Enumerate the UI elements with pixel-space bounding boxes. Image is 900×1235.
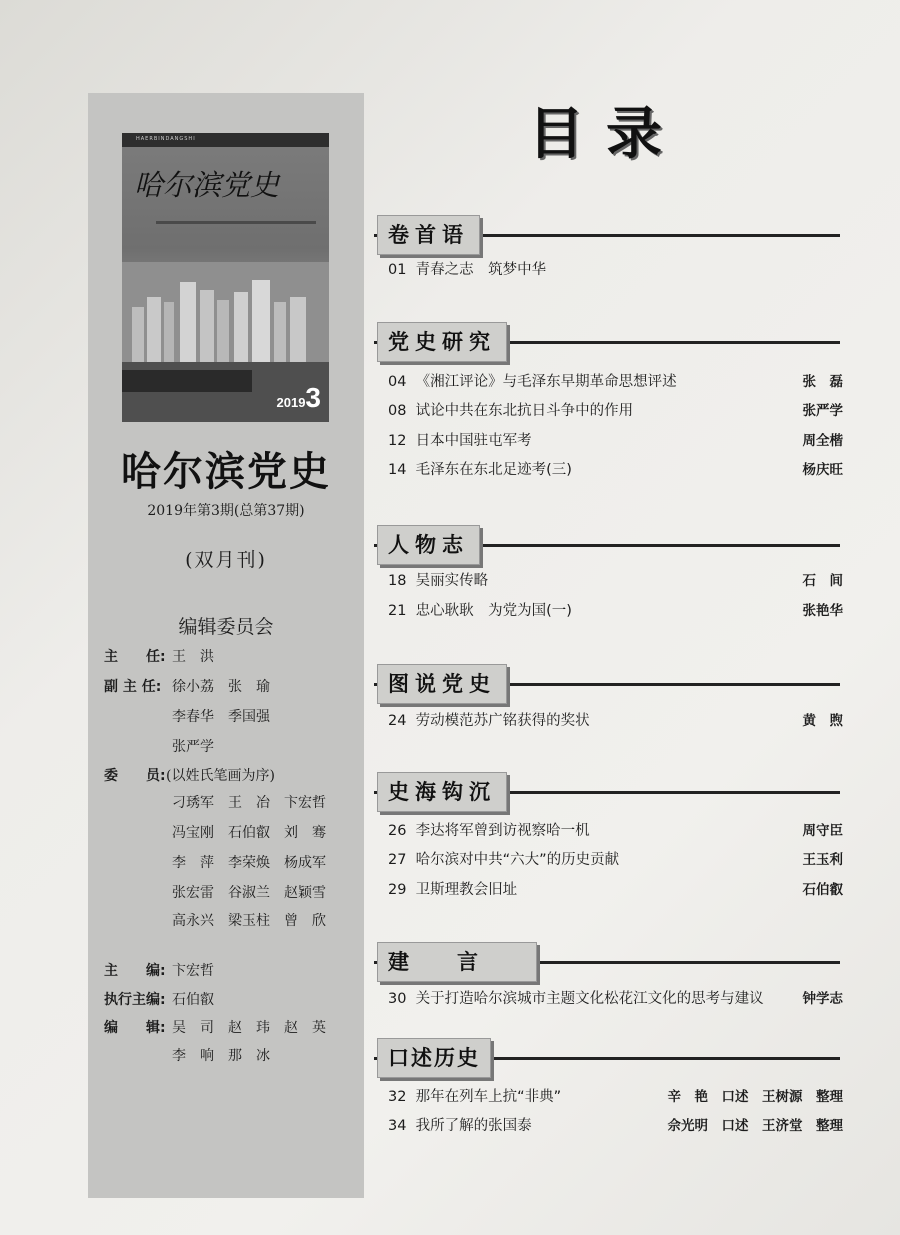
- cover-issue-number: 3: [305, 382, 321, 413]
- role-names: 高永兴 梁玉柱 曾 欣: [172, 913, 326, 929]
- section-label: 图说党史: [377, 664, 507, 704]
- toc-title: 目录: [528, 102, 684, 167]
- section-header: [374, 525, 840, 557]
- entry-page: 32: [388, 1089, 407, 1105]
- entry-page: 14: [388, 462, 407, 478]
- entry-title: 关于打造哈尔滨城市主题文化松花江文化的思考与建议: [415, 991, 764, 1007]
- entry-page: 04: [388, 374, 407, 390]
- entry-author: 张严学: [802, 403, 843, 419]
- role-names: 吴 司 赵 玮 赵 英: [172, 1020, 326, 1036]
- entry-title: 卫斯理教会旧址: [415, 882, 518, 898]
- toc-entry[interactable]: [388, 988, 843, 1010]
- entry-author: 周守臣: [802, 823, 843, 839]
- role-names: 王 洪: [172, 649, 214, 665]
- entry-page: 18: [388, 573, 407, 589]
- role-names: 石伯叡: [172, 992, 214, 1008]
- entry-title: 青春之志 筑梦中华: [415, 262, 547, 278]
- entry-title: 哈尔滨对中共“六大”的历史贡献: [415, 852, 620, 868]
- toc-entry[interactable]: [388, 1115, 843, 1137]
- toc-entry[interactable]: [388, 570, 843, 592]
- entry-page: 26: [388, 823, 407, 839]
- section-label: 建言: [377, 942, 537, 982]
- cover-subtitle-bar: [156, 221, 316, 224]
- role-label: 编 辑:: [104, 1020, 166, 1036]
- cover-image: [122, 133, 329, 422]
- role-names: 李 萍 李荣焕 杨成军: [172, 855, 326, 871]
- entry-author: 周全楷: [802, 433, 843, 449]
- role-names: 卞宏哲: [172, 963, 214, 979]
- entry-author: 佘光明 口述 王济堂 整理: [667, 1118, 843, 1134]
- entry-title: 我所了解的张国泰: [415, 1118, 532, 1134]
- entry-page: 30: [388, 991, 407, 1007]
- role-label: 副 主 任:: [104, 679, 162, 695]
- entry-title: 日本中国驻屯军考: [415, 433, 532, 449]
- role-label: 委 员:: [104, 768, 166, 784]
- role-label: 主 编:: [104, 963, 166, 979]
- role-label: 执行主编:: [104, 992, 166, 1008]
- role-label: 主 任:: [104, 649, 166, 665]
- section-label: 口述历史: [377, 1038, 491, 1078]
- section-header: [374, 322, 840, 354]
- issue-line: 2019年第3期(总第37期): [147, 503, 305, 519]
- toc-entry[interactable]: [388, 371, 843, 393]
- entry-author: 黄 煦: [802, 713, 843, 729]
- role-names: 冯宝刚 石伯叡 刘 骞: [172, 825, 326, 841]
- entry-title: 那年在列车上抗“非典”: [415, 1089, 562, 1105]
- toc-entry[interactable]: [388, 400, 843, 422]
- entry-title: 试论中共在东北抗日斗争中的作用: [415, 403, 634, 419]
- entry-page: 24: [388, 713, 407, 729]
- entry-page: 01: [388, 262, 407, 278]
- entry-author: 张 磊: [802, 374, 843, 390]
- cover-issue-mark: [277, 382, 322, 414]
- toc-entry[interactable]: [388, 459, 843, 481]
- entry-author: 石 间: [802, 573, 843, 589]
- toc-entry[interactable]: [388, 430, 843, 452]
- toc-entry[interactable]: [388, 710, 843, 732]
- section-header: [374, 664, 840, 696]
- entry-page: 34: [388, 1118, 407, 1134]
- entry-author: 钟学志: [802, 991, 843, 1007]
- entry-page: 29: [388, 882, 407, 898]
- section-header: [374, 772, 840, 804]
- role-names: 刁琇军 王 冶 卞宏哲: [172, 795, 326, 811]
- entry-author: 王玉利: [802, 852, 843, 868]
- section-label: 人物志: [377, 525, 480, 565]
- entry-title: 毛泽东在东北足迹考(三): [415, 462, 572, 478]
- role-names: 李 响 那 冰: [172, 1048, 270, 1064]
- entry-title: 吴丽实传略: [415, 573, 489, 589]
- role-names: 李春华 季国强: [172, 709, 270, 725]
- entry-page: 12: [388, 433, 407, 449]
- role-names: (以姓氏笔画为序): [166, 768, 275, 784]
- magazine-title: 哈尔滨党史: [121, 449, 331, 495]
- section-header: [374, 942, 840, 974]
- section-label: 史海钩沉: [377, 772, 507, 812]
- entry-page: 27: [388, 852, 407, 868]
- frequency-label: (双月刊): [185, 549, 267, 571]
- cover-small-header: HAERBINDANGSHI: [136, 136, 196, 142]
- role-names: 徐小荔 张 瑜: [172, 679, 270, 695]
- role-names: 张严学: [172, 739, 214, 755]
- entry-author: 杨庆旺: [802, 462, 843, 478]
- entry-author: 石伯叡: [802, 882, 843, 898]
- committee-heading: 编辑委员会: [178, 616, 274, 638]
- entry-title: 忠心耿耿 为党为国(一): [415, 603, 572, 619]
- entry-title: 劳动模范苏广铭获得的奖状: [415, 713, 590, 729]
- section-header: [374, 1038, 840, 1070]
- toc-entry[interactable]: [388, 1086, 843, 1108]
- toc-entry[interactable]: [388, 600, 843, 622]
- section-header: [374, 215, 840, 247]
- entry-page: 08: [388, 403, 407, 419]
- section-label: 党史研究: [377, 322, 507, 362]
- toc-entry[interactable]: [388, 849, 843, 871]
- toc-entry[interactable]: [388, 820, 843, 842]
- cover-title: 哈尔滨党史: [134, 168, 280, 202]
- toc-entry[interactable]: [388, 259, 843, 281]
- entry-page: 21: [388, 603, 407, 619]
- toc-entry[interactable]: [388, 879, 843, 901]
- cover-year: 2019: [276, 395, 306, 410]
- entry-title: 《湘江评论》与毛泽东早期革命思想评述: [415, 374, 677, 390]
- entry-title: 李达将军曾到访视察哈一机: [415, 823, 590, 839]
- section-label: 卷首语: [377, 215, 480, 255]
- role-names: 张宏雷 谷淑兰 赵颖雪: [172, 885, 326, 901]
- entry-author: 辛 艳 口述 王树源 整理: [667, 1089, 843, 1105]
- entry-author: 张艳华: [802, 603, 843, 619]
